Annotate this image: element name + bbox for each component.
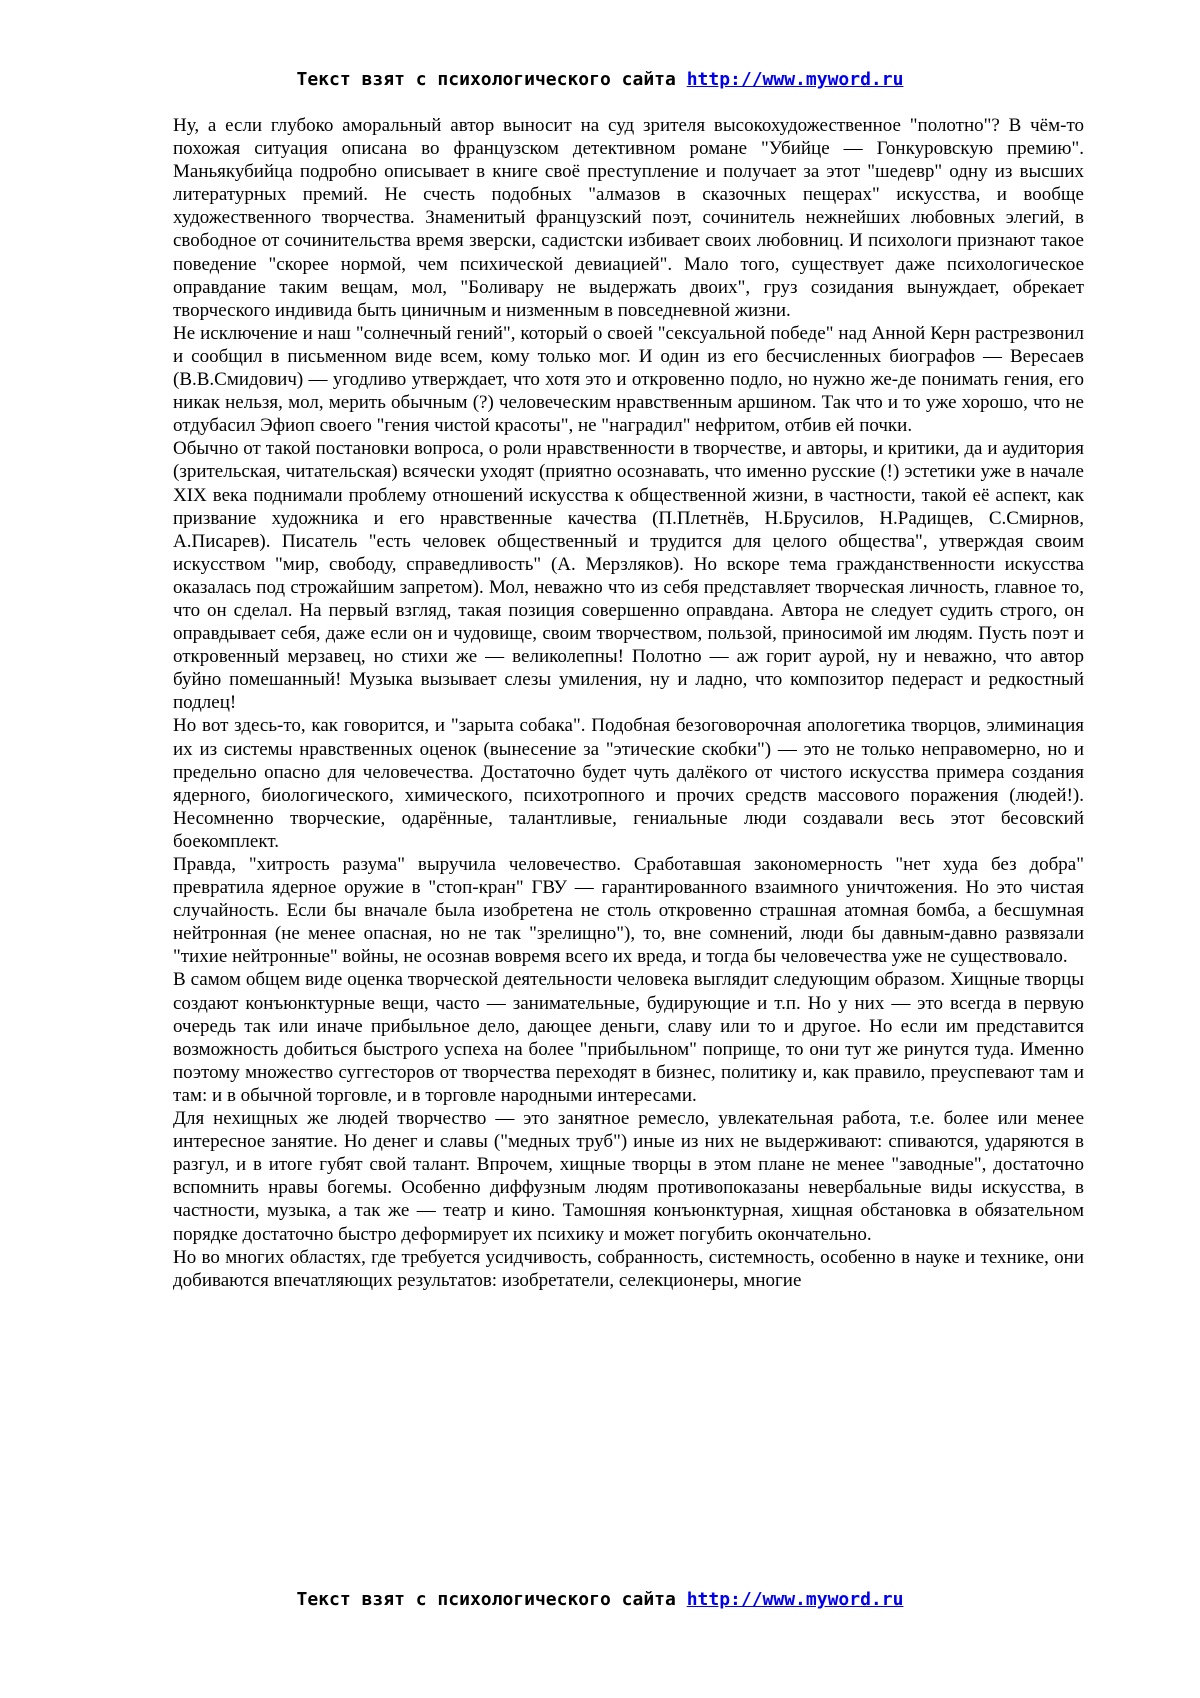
footer-site-link[interactable]: http://www.myword.ru (686, 1589, 904, 1610)
paragraph-3: Обычно от такой постановки вопроса, о роли нравственности в творчестве, и авторы, и критики, да и аудитория (зрительская, читательская) всячески уходят (приятно осознавать, что именно русские (!) эстетики уже в начале XIX века поднимали проблему отношений искусства к общественной жизни, в частности, такой её аспект, как призвание художника и его нравственные качества (П.Плетнёв, Н.Брусилов, Н.Радищев, С.Смирнов, А.Писарев). Писатель "есть человек общественный и трудится для целого общества", утверждая своим искусством "мир, свободу, справедливость" (А. Мерзляков). Но вскоре тема гражданственности искусства оказалась под строжайшим запретом). Мол, неважно что из себя представляет творческая личность, главное то, что он сделал. На первый взгляд, такая позиция совершенно оправдана. Автора не следует судить строго, он оправдывает себя, даже если он и чудовище, своим творчеством, пользой, приносимой им людям. Пусть поэт и откровенный мерзавец, но стихи же — великолепны! Полотно — аж горит аурой, ну и неважно, что автор буйно помешанный! Музыка вызывает слезы умиления, ну и ладно, что композитор педераст и редкостный подлец! (173, 438, 1084, 714)
header-site-link[interactable]: http://www.myword.ru (686, 69, 904, 90)
paragraph-1: Ну, а если глубоко аморальный автор выносит на суд зрителя высокохудожественное "полотно"? В чём-то похожая ситуация описана во французском детективном романе "Убийце — Гонкуровскую премию". Маньякубийца подробно описывает в книге своё преступление и получает за этот "шедевр" одну из высших литературных премий. Не счесть подобных "алмазов в сказочных пещерах" искусства, и вообще художественного творчества. Знаменитый французский поэт, сочинитель нежнейших любовных элегий, в свободное от сочинительства время зверски, садистски избивает своих любовниц. И психологи признают такое поведение "скорее нормой, чем психической девиацией". Мало того, существует даже психологическое оправдание таким вещам, мол, "Боливару не выдержать двоих", груз созидания вынуждает, обрекает творческого индивида быть циничным и низменным в повседневной жизни. (173, 115, 1084, 321)
document-body (173, 114, 1084, 1574)
paragraph-4: Но вот здесь-то, как говорится, и "зарыта собака". Подобная безоговорочная апологетика творцов, элиминация их из системы нравственных оценок (вынесение за "этические скобки") — это не только неправомерно, но и предельно опасно для человечества. Достаточно будет чуть далёкого от чистого искусства примера создания ядерного, биологического, химического, психотропного и прочих средств массового поражения (людей!). Несомненно творческие, одарённые, талантливые, гениальные люди создавали весь этот бесовский боекомплект. (173, 715, 1084, 852)
footer-text: Текст взят с психологического сайта (296, 1589, 687, 1610)
page-header (0, 68, 1200, 92)
paragraph-7: Для нехищных же людей творчество — это занятное ремесло, увлекательная работа, т.е. более или менее интересное занятие. Но денег и славы ("медных труб") иные из них не выдерживают: спиваются, ударяются в разгул, и в итоге губят свой талант. Впрочем, хищные творцы в этом плане не менее "заводные", достаточно вспомнить нравы богемы. Особенно диффузным людям противопоказаны невербальные виды искусства, в частности, музыка, а так же — театр и кино. Тамошняя конъюнктурная, хищная обстановка в обязательном порядке достаточно быстро деформирует их психику и может погубить окончательно. (173, 1108, 1084, 1245)
paragraph-2: Не исключение и наш "солнечный гений", который о своей "сексуальной победе" над Анной Керн растрезвонил и сообщил в письменном виде всем, кому только мог. И один из его бесчисленных биографов — Вересаев (В.В.Смидович) — угодливо утверждает, что хотя это и откровенно подло, но нужно же-де понимать гения, его никак нельзя, мол, мерить обычным (?) человеческим нравственным аршином. Так что и то уже хорошо, что не отдубасил Эфиоп своего "гения чистой красоты", не "наградил" нефритом, отбив ей почки. (173, 322, 1084, 437)
page-footer (0, 1588, 1200, 1612)
header-text: Текст взят с психологического сайта (296, 69, 687, 90)
paragraph-8: Но во многих областях, где требуется усидчивость, собранность, системность, особенно в науке и технике, они добиваются впечатляющих результатов: изобретатели, селекционеры, многие (173, 1246, 1084, 1291)
paragraph-6: В самом общем виде оценка творческой деятельности человека выглядит следующим образом. Хищные творцы создают конъюнктурные вещи, часто — занимательные, будирующие и т.п. Но у них — это всегда в первую очередь так или иначе прибыльное дело, дающее деньги, славу или то и другое. Но если им представится возможность добиться быстрого успеха на более "прибыльном" поприще, то они тут же ринутся туда. Именно поэтому множество суггесторов от творчества переходят в бизнес, политику и, как правило, преуспевают там и там: и в обычной торговле, и в торговле народными интересами. (173, 969, 1084, 1106)
paragraph-5: Правда, "хитрость разума" выручила человечество. Сработавшая закономерность "нет худа без добра" превратила ядерное оружие в "стоп-кран" ГВУ — гарантированного взаимного уничтожения. Но это чистая случайность. Если бы вначале была изобретена не столь откровенно страшная атомная бомба, а бесшумная нейтронная (не менее опасная, но не так "зрелищно"), то, вне сомнений, люди бы давным-давно развязали "тихие нейтронные" войны, не осознав вовремя всего их вреда, и тогда бы человечества уже не существовало. (173, 854, 1084, 968)
